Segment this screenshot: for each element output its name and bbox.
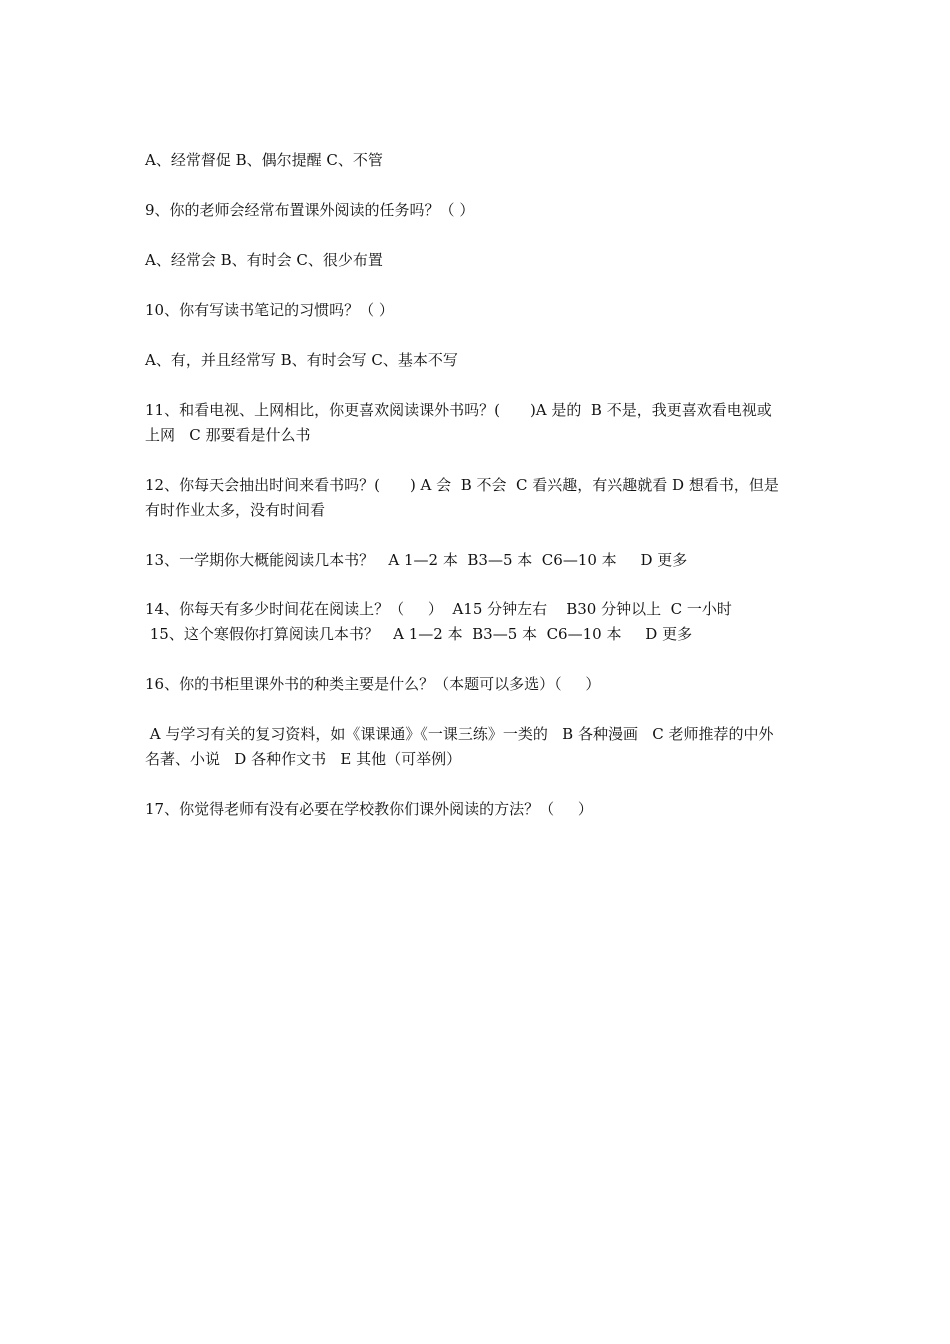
q17-question: 17、你觉得老师有没有必要在学校教你们课外阅读的方法？（ ） — [145, 800, 593, 818]
q9-options: A、经常会 B、有时会 C、很少布置 — [145, 251, 383, 269]
q16-options-line-1: A 与学习有关的复习资料，如《课课通》《一课三练》一类的 B 各种漫画 C 老师推荐的中外 — [145, 725, 774, 743]
q10-question: 10、你有写读书笔记的习惯吗？（ ） — [145, 301, 394, 319]
q12-line-1: 12、你每天会抽出时间来看书吗？( ) A 会 B 不会 C 看兴趣，有兴趣就看 D 想看书，但是 — [145, 476, 779, 494]
q16-options-line-2: 名著、小说 D 各种作文书 E 其他（可举例） — [145, 750, 462, 768]
q8-options: A、经常督促 B、偶尔提醒 C、不管 — [145, 151, 383, 169]
q11-line-1: 11、和看电视、上网相比，你更喜欢阅读课外书吗？( )A 是的 B 不是，我更喜欢看电视或 — [145, 401, 772, 419]
q10-options: A、有，并且经常写 B、有时会写 C、基本不写 — [145, 351, 458, 369]
q12-line-2: 有时作业太多，没有时间看 — [145, 501, 326, 519]
q14-question: 14、你每天有多少时间花在阅读上？（ ） A15 分钟左右 B30 分钟以上 C 一小时 — [145, 600, 732, 618]
q9-question: 9、你的老师会经常布置课外阅读的任务吗？（ ） — [145, 201, 475, 219]
q13-question: 13、一学期你大概能阅读几本书？ A 1—2 本 B3—5 本 C6—10 本 D 更多 — [145, 551, 688, 569]
q11-line-2: 上网 C 那要看是什么书 — [145, 426, 311, 444]
q16-question: 16、你的书柜里课外书的种类主要是什么？（本题可以多选）（ ） — [145, 675, 601, 693]
q15-question: 15、这个寒假你打算阅读几本书？ A 1—2 本 B3—5 本 C6—10 本 D 更多 — [145, 625, 693, 643]
